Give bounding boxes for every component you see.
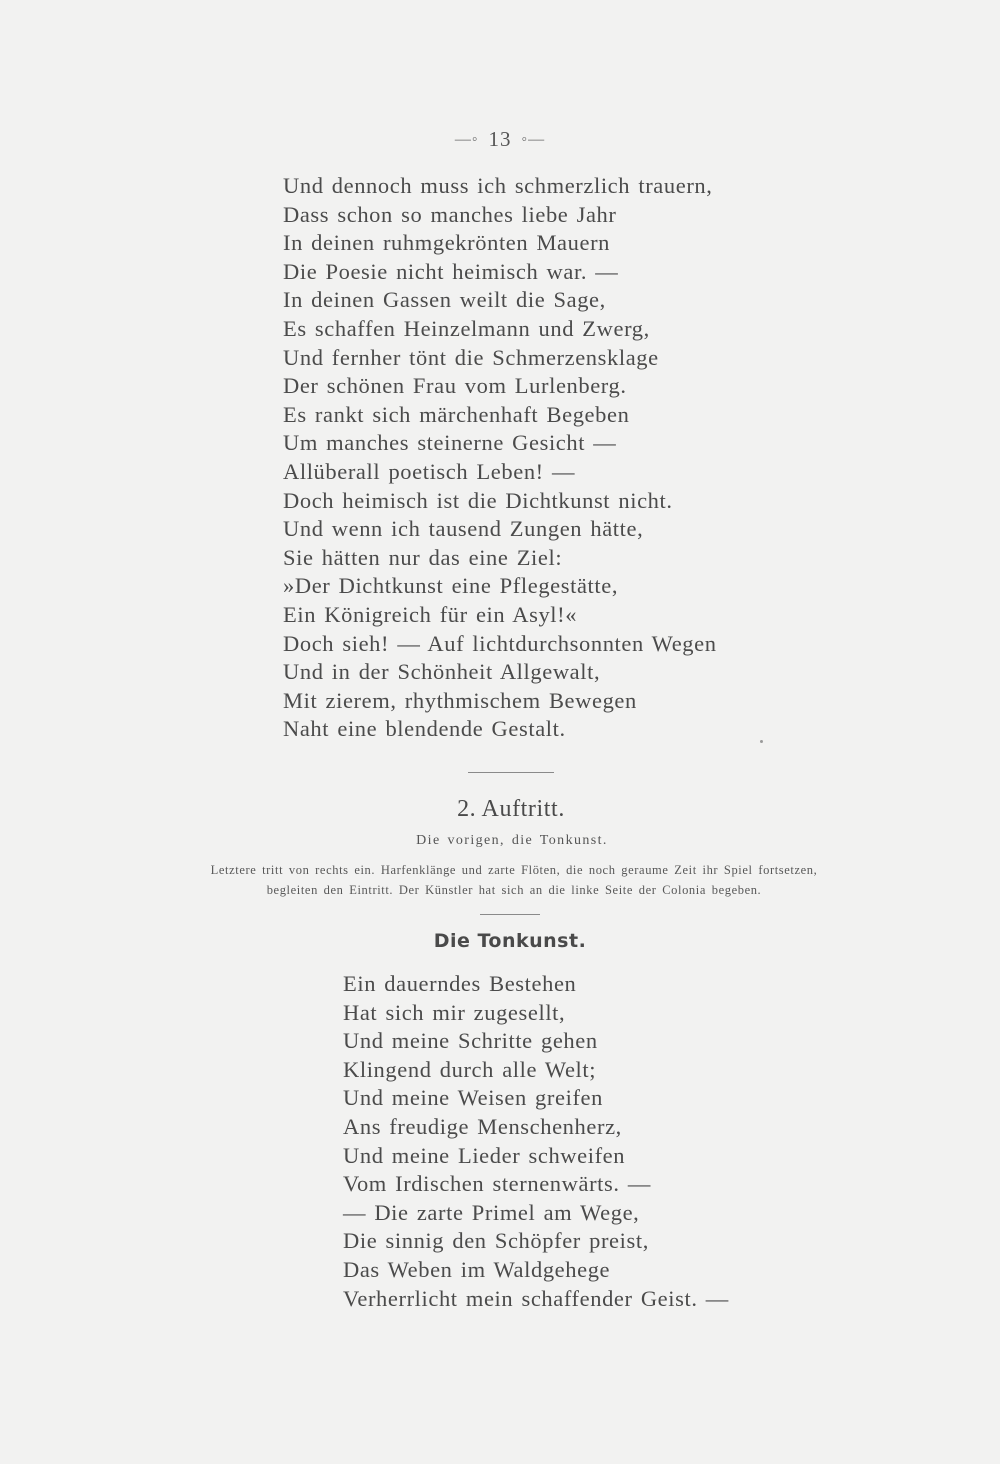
verse-line: Es schaffen Heinzelmann und Zwerg, — [283, 315, 650, 341]
stage-direction-line: begleiten den Eintritt. Der Künstler hat sich an die linke Seite der Colonia begeben. — [266, 883, 762, 897]
verse-line: In deinen ruhmgekrönten Mauern — [283, 230, 611, 256]
verse-line: Allüberall poetisch Leben! — — [283, 458, 576, 484]
verse-line: Die sinnig den Schöpfer preist, — [343, 1228, 649, 1254]
verse-line: Doch heimisch ist die Dichtkunst nicht. — [283, 487, 673, 513]
verse-line: Ein Königreich für ein Asyl!« — [283, 601, 578, 627]
stage-direction — [140, 860, 888, 900]
section-divider — [468, 772, 554, 773]
verse-line: In deinen Gassen weilt die Sage, — [283, 287, 606, 313]
verse-line: Das Weben im Waldgehege — [343, 1256, 611, 1282]
verse-line: Doch sieh! — Auf lichtdurchsonnten Wegen — [283, 630, 717, 656]
verse-line: Es rankt sich märchenhaft Begeben — [283, 401, 630, 427]
verse-line: »Der Dichtkunst eine Pflegestätte, — [283, 573, 619, 599]
page-number: 13 — [488, 127, 512, 151]
verse-line: Klingend durch alle Welt; — [343, 1056, 597, 1082]
verse-line: Und wenn ich tausend Zungen hätte, — [283, 516, 644, 542]
verse-line: Um manches steinerne Gesicht — — [283, 430, 617, 456]
verse-line: Und meine Weisen greifen — [343, 1085, 603, 1111]
verse-line: Mit zierem, rhythmischem Bewegen — [283, 687, 637, 713]
scene-heading: 2. Auftritt. — [457, 796, 565, 822]
section-divider — [480, 914, 540, 915]
ornament-left: —◦ — [454, 131, 479, 148]
verse-line: Sie hätten nur das eine Ziel: — [283, 544, 563, 570]
verse-line: Naht eine blendende Gestalt. — [283, 716, 566, 742]
verse-line: Ans freudige Menschenherz, — [343, 1113, 622, 1139]
verse-line: Der schönen Frau vom Lurlenberg. — [283, 373, 627, 399]
verse-stanza-1 — [283, 172, 717, 744]
verse-line: Dass schon so manches liebe Jahr — [283, 201, 617, 227]
verse-line: Die Poesie nicht heimisch war. — — [283, 258, 619, 284]
verse-line: Verherrlicht mein schaffender Geist. — — [343, 1285, 729, 1311]
speaker-name: Die Tonkunst. — [433, 930, 587, 952]
page-number-header — [0, 127, 1000, 152]
verse-stanza-2 — [343, 970, 729, 1313]
verse-line: — Die zarte Primel am Wege, — [343, 1199, 640, 1225]
verse-line: Hat sich mir zugesellt, — [343, 999, 566, 1025]
verse-line: Und meine Schritte gehen — [343, 1028, 598, 1054]
scene-characters: Die vorigen, die Tonkunst. — [416, 833, 608, 848]
verse-line: Vom Irdischen sternenwärts. — — [343, 1171, 651, 1197]
verse-line: Ein dauerndes Bestehen — [343, 971, 577, 996]
verse-line: Und meine Lieder schweifen — [343, 1142, 626, 1168]
ornament-right: ◦— — [521, 131, 546, 148]
verse-line: Und in der Schönheit Allgewalt, — [283, 659, 601, 685]
paper-speck — [760, 740, 763, 743]
stage-direction-line: Letztere tritt von rechts ein. Harfenklänge und zarte Flöten, die noch geraume Zeit ihr Spiel fortsetzen, — [210, 863, 818, 877]
verse-line: Und fernher tönt die Schmerzensklage — [283, 344, 659, 370]
verse-line: Und dennoch muss ich schmerzlich trauern, — [283, 173, 713, 198]
